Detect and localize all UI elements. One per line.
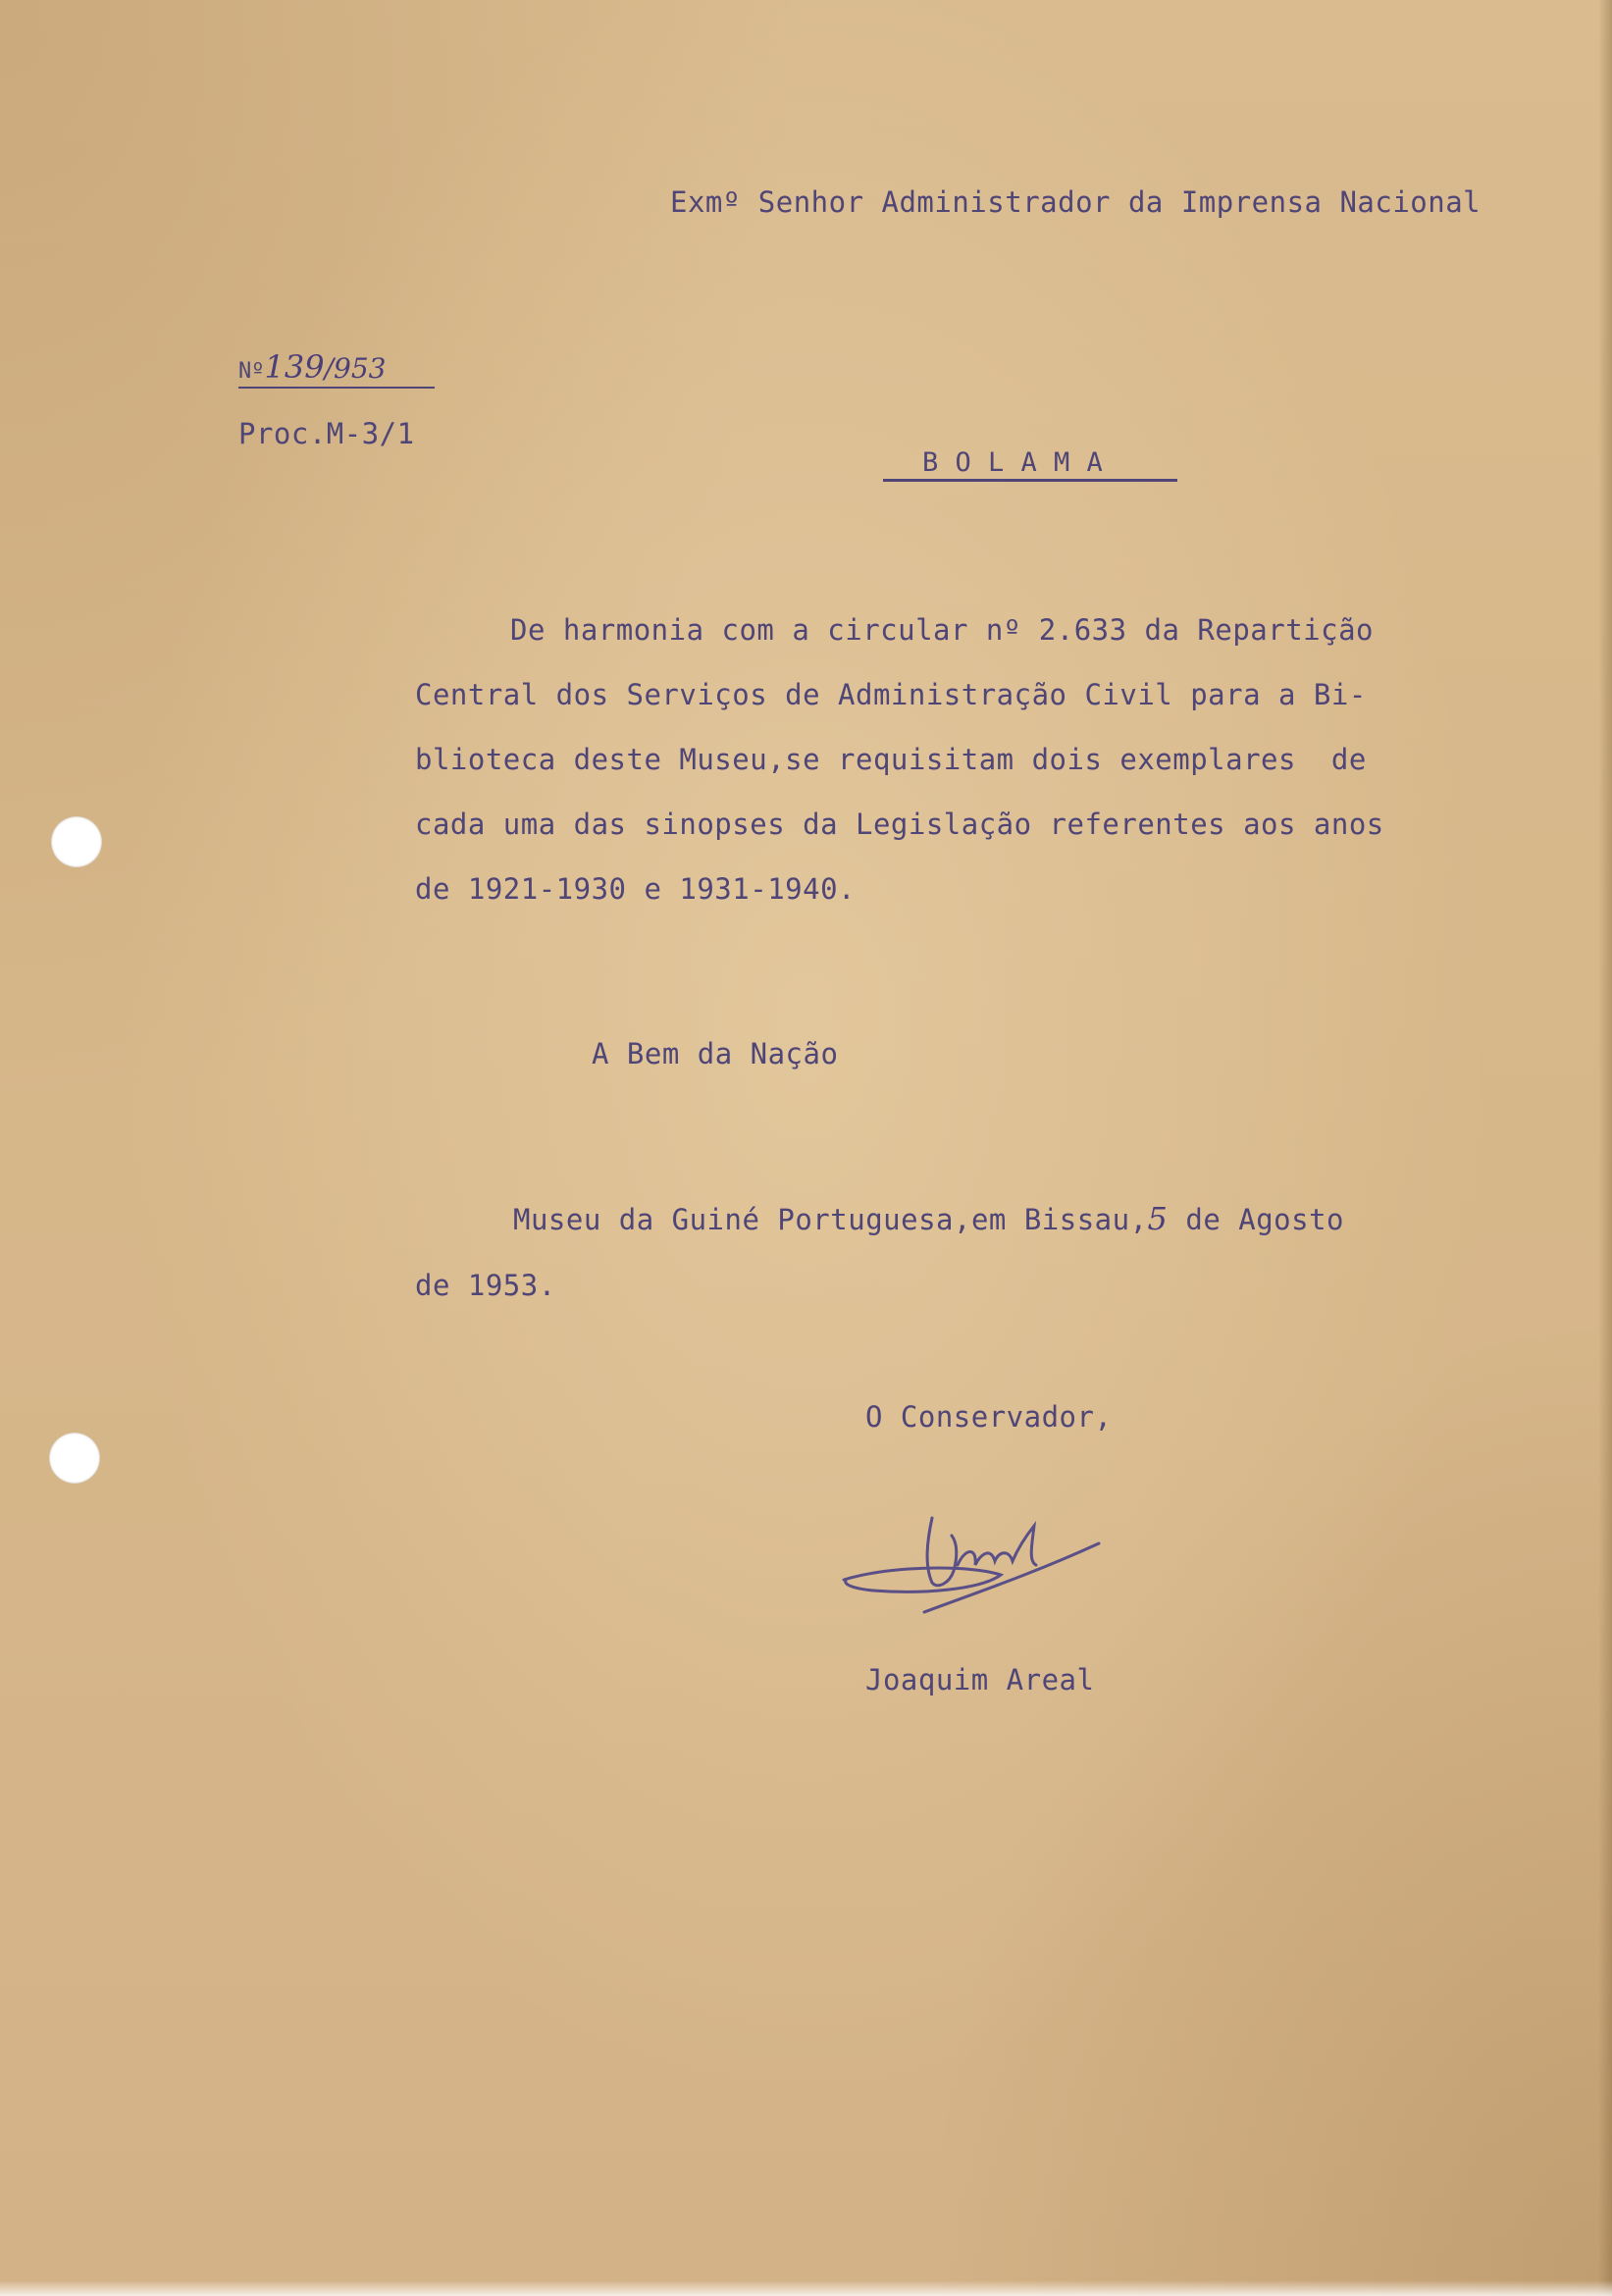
body-line-5: de 1921-1930 e 1931-1940. [415,872,856,906]
day-handwritten: 5 [1147,1200,1169,1237]
destination-title: B O L A M A [922,447,1104,478]
body-line-1: De harmonia com a circular nº 2.633 da Repartição [510,613,1375,647]
reference-number-underline [238,387,435,389]
paper-bottom-edge [0,2280,1612,2296]
salutation: A Bem da Nação [592,1037,839,1070]
year-line: de 1953. [415,1269,556,1302]
signature-mark [834,1496,1118,1639]
punch-hole-bottom [49,1433,100,1484]
reference-number [238,348,387,386]
signatory-role: O Conservador, [865,1400,1113,1434]
paper-edge-shadow [1598,0,1612,2296]
reference-number-handwritten: 139 [264,348,325,386]
body-line-4: cada uma das sinopses da Legislação referentes aos anos [415,808,1384,841]
body-line-2: Central dos Serviços de Administração Civil para a Bi- [415,678,1367,711]
addressee-line: Exmº Senhor Administrador da Imprensa Nacional [670,185,1482,219]
place-date-after-day: de Agosto [1168,1203,1345,1236]
place-date-line [513,1200,1345,1237]
punch-hole-top [51,816,102,867]
process-reference: Proc.M-3/1 [238,417,415,450]
body-line-3: blioteca deste Museu,se requisitam dois exemplares de [415,743,1367,776]
reference-number-prefix: Nº [238,359,265,384]
signatory-name: Joaquim Areal [865,1663,1095,1696]
place-date-before-day: Museu da Guiné Portuguesa,em Bissau, [513,1203,1148,1236]
destination-underline [883,479,1177,482]
reference-number-year: /953 [324,352,387,385]
